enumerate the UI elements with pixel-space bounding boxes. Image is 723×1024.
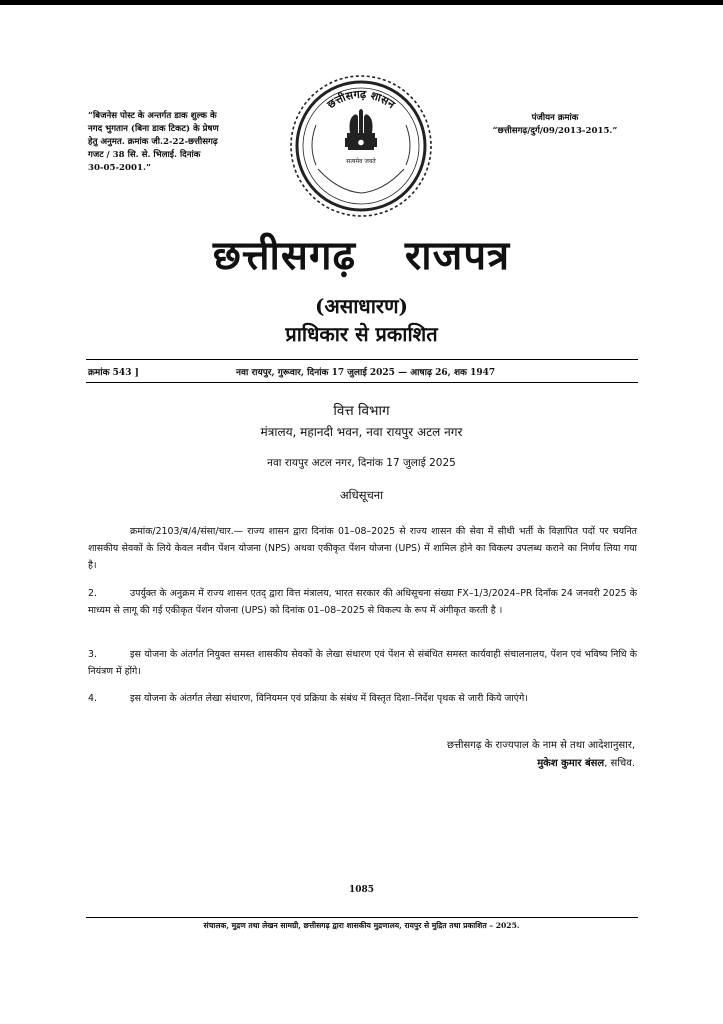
- signatory-name: मुकेश कुमार बंसल: [537, 758, 605, 769]
- notice-title: अधिसूचना: [339, 488, 384, 502]
- svg-text:छत्तीसगढ़ शासन: [324, 88, 398, 112]
- paragraph-text: इस योजना के अंतर्गत लेखा संधारण, विनियमन एवं प्रक्रिया के संबंध में विस्तृत दिशा–निर्देश पृथक से जारी किये जाएंगे।: [130, 693, 528, 704]
- emblem-text: छत्तीसगढ़ शासन: [324, 87, 398, 112]
- postal-permit-line: 30-05-2001.”: [88, 163, 151, 173]
- header-rule-bottom: [86, 382, 638, 383]
- printer-footer: संचालक, मुद्रण तथा लेखन सामग्री, छत्तीसगढ़ द्वारा शासकीय मुद्रणालय, रायपुर से मुद्रित तथा प्रकाशित – 2025.: [203, 921, 520, 930]
- postal-permit-line: “बिजनेस पोस्ट के अन्तर्गत डाक शुल्क के: [88, 111, 217, 121]
- paragraph-text: क्रमांक/2103/ब/4/संसा/चार.— राज्य शासन द्वारा दिनांक 01–08–2025 से राज्य शासन की सेवा में सीधी भर्ती के विज्ञापित पदों पर चयनित शासकीय सेवकों के लिये केवल नवीन पेंशन योजना (NPS) अथवा एकीकृत पेंशन योजना (UPS) में शामिल होने का विकल्प उपलब्ध कराने का निर्णय लिया गया है।: [88, 526, 637, 571]
- signatory-block: [340, 755, 635, 769]
- paragraph-number: 2.: [88, 588, 97, 599]
- paragraph-text: इस योजना के अंतर्गत नियुक्त समस्त शासकीय सेवकों के लेखा संधारण एवं पेंशन से संबंधित समस्त कार्यवाही संचालनालय, पेंशन एवं भविष्य निधि के नियंत्रण में होंगे।: [88, 649, 637, 677]
- postal-permit-line: गजट / 38 सि. से. भिलाई. दिनांक: [88, 150, 201, 160]
- paragraph-text: उपर्युक्त के अनुक्रम में राज्य शासन एतद् द्वारा वित्त मंत्रालय, भारत सरकार की अधिसूचना संख्या FX–1/3/2024–PR दिनाँक 24 जनवरी 2025 के माध्यम से लागू की गई एकीकृत पेंशन योजना (UPS) को दिनांक 01–08–2025 से विकल्प के रूप में अंगीकृत करती है ।: [88, 588, 637, 616]
- issue-number: क्रमांक 543 ]: [88, 368, 139, 378]
- order-authority-line: छत्तीसगढ़ के राज्यपाल के नाम से तथा आदेशानुसार,: [446, 740, 635, 751]
- footer-rule: [86, 917, 638, 918]
- department-address: मंत्रालय, महानदी भवन, नवा रायपुर अटल नगर: [260, 425, 463, 439]
- issue-date-line: नवा रायपुर, गुरूवार, दिनांक 17 जुलाई 2025 — आषाढ़ 26, शक 1947: [236, 368, 496, 378]
- postal-permit-line: नगद भुगतान (बिना डाक टिकट) के प्रेषण: [88, 124, 219, 134]
- postal-permit-notice: [88, 110, 278, 175]
- notice-paragraph-3: [88, 646, 637, 680]
- postal-permit-line: हेतु अनुमत. क्रमांक जी.2-22-छत्तीसगढ़: [88, 137, 218, 147]
- notice-paragraph-1: [88, 523, 637, 574]
- emblem-motto: सत्यमेव जयते: [346, 158, 376, 165]
- gazette-type: (असाधारण): [314, 294, 409, 318]
- header-rule-top: [86, 359, 638, 360]
- gazette-authority: प्राधिकार से प्रकाशित: [285, 322, 438, 346]
- registration-number: “छत्तीसगढ़/दुर्ग/09/2013-2015.”: [492, 126, 618, 136]
- gazette-title: छत्तीसगढ़ राजपत्र: [212, 232, 511, 279]
- registration-label: पंजीयन क्रमांक: [531, 113, 579, 123]
- signatory-designation: , सचिव.: [604, 758, 635, 769]
- chhattisgarh-emblem-icon: [288, 73, 434, 219]
- page-number: 1085: [348, 885, 375, 895]
- notice-paragraph-2: [88, 585, 637, 619]
- notice-paragraph-4: [88, 690, 637, 707]
- paragraph-number: 4.: [88, 693, 97, 704]
- registration-block: [455, 112, 655, 138]
- paragraph-number: 3.: [88, 649, 97, 660]
- notice-place-date: नवा रायपुर अटल नगर, दिनांक 17 जुलाई 2025: [267, 457, 456, 469]
- scan-edge-bar: [0, 0, 723, 5]
- department-name: वित्त विभाग: [333, 403, 390, 419]
